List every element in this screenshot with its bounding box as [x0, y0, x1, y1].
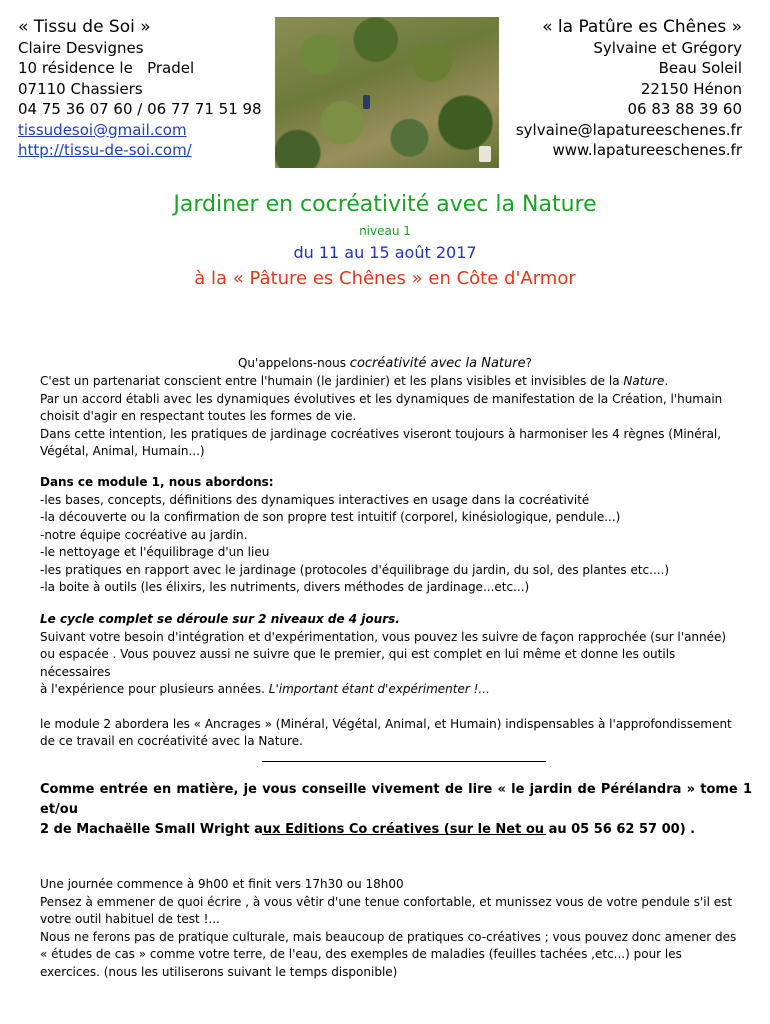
module-heading: Dans ce module 1, nous abordons: — [40, 475, 274, 489]
module-item: -les bases, concepts, définitions des dynamiques interactives en usage dans la cocréativité — [40, 492, 590, 507]
right-contact-email: sylvaine@lapatureeschenes.fr — [515, 120, 742, 139]
cycle-line1: Suivant votre besoin d'intégration et d'expérimentation, vous pouvez les suivre de façon rapprochée (sur l'année) — [40, 629, 727, 644]
day-line4: Nous ne ferons pas de pratique culturale, mais beaucoup de pratiques co-créatives ; vous pouvez donc amener des — [40, 929, 737, 944]
intro-paragraph — [40, 373, 740, 461]
day-info-section — [40, 876, 740, 981]
module-item: -le nettoyage et l'équilibrage d'un lieu — [40, 545, 270, 559]
day-line3: votre outil habituel de test !... — [40, 912, 220, 926]
recommendation-line1: Comme entrée en matière, je vous conseille vivement de lire « le jardin de Pérélandra » tome 1 et/ou — [40, 782, 752, 817]
left-contact-email-link[interactable]: tissudesoi@gmail.com — [18, 120, 187, 139]
module-item: -la découverte ou la confirmation de son propre test intuitif (corporel, kinésiologique, pendule...) — [40, 510, 621, 524]
left-contact-phone: 04 75 36 07 60 / 06 77 71 51 98 — [18, 100, 262, 118]
separator-bottom — [262, 834, 546, 835]
left-contact-address1: 10 résidence le Pradel — [18, 59, 195, 77]
right-contact-address1: Beau Soleil — [658, 59, 742, 77]
intro-p5: Végétal, Animal, Humain...) — [40, 444, 205, 458]
recommendation-line2: 2 de Machaëlle Small Wright aux Editions Co créatives (sur le Net ou au 05 56 62 57 00) . — [40, 822, 696, 837]
right-contact-phone: 06 83 88 39 60 — [627, 100, 742, 118]
day-line5: « études de cas » comme votre terre, de l'eau, des exemples de maladies (feuilles tachées ,etc...) pour les — [40, 947, 682, 961]
day-line2: Pensez à emmener de quoi écrire , à vous vêtir d'une tenue confortable, et munissez vous de votre pendule s'il est — [40, 894, 733, 909]
level-label: niveau 1 — [359, 224, 411, 238]
page-title: Jardiner en cocréativité avec la Nature — [173, 192, 597, 217]
reading-recommendation — [40, 780, 752, 840]
left-contact-website-link[interactable]: http://tissu-de-soi.com/ — [18, 141, 192, 159]
cycle-line3a: à l'expérience pour plusieurs années. — [40, 682, 269, 696]
intro-p1-italic: Nature — [623, 374, 665, 388]
question-suffix: ? — [525, 356, 532, 370]
module2-line2: de ce travail en cocréativité avec la Nature. — [40, 734, 303, 748]
left-contact-address2: 07110 Chassiers — [18, 79, 143, 98]
module-section — [40, 474, 740, 597]
place-label: à la « Pâture es Chênes » en Côte d'Armor — [194, 268, 576, 289]
day-line1: Une journée commence à 9h00 et finit vers 17h30 ou 18h00 — [40, 877, 404, 891]
left-contact-block — [18, 17, 262, 161]
water-tank — [479, 146, 491, 162]
intro-p4: Dans cette intention, les pratiques de jardinage cocréatives viseront toujours à harmoniser les 4 règnes (Minéral, — [40, 426, 722, 441]
intro-question — [0, 356, 770, 371]
intro-p1b: . — [664, 374, 669, 388]
question-prefix: Qu'appelons-nous — [237, 356, 350, 370]
module-item: -la boite à outils (les élixirs, les nutriments, divers méthodes de jardinage...etc...) — [40, 580, 530, 594]
left-contact-title: « Tissu de Soi » — [18, 17, 151, 37]
day-line6: exercices. (nous les utiliserons suivant le temps disponible) — [40, 964, 398, 979]
intro-p3: choisit d'agir en respectant toutes les formes de vie. — [40, 409, 357, 423]
dates-label: du 11 au 15 août 2017 — [293, 243, 477, 262]
module2-line1: le module 2 abordera les « Ancrages » (Minéral, Végétal, Animal, et Humain) indispensables à l'approfondissement — [40, 716, 732, 731]
cycle-section — [40, 611, 740, 751]
question-italic: cocréativité avec la Nature — [349, 356, 526, 371]
left-contact-name: Claire Desvignes — [18, 38, 144, 57]
right-contact-name: Sylvaine et Grégory — [593, 38, 742, 57]
cycle-line2: ou espacée . Vous pouvez aussi ne suivre que le premier, qui est complet en lui même et donne les outils nécessaires — [40, 647, 676, 679]
intro-p2: Par un accord établi avec les dynamiques évolutives et les dynamiques de manifestation de la Création, l'humain — [40, 391, 723, 406]
person-figure — [363, 95, 370, 109]
right-contact-website: www.lapatureeschenes.fr — [552, 141, 742, 159]
cycle-line3-italic: L'important étant d'expérimenter !... — [268, 682, 490, 696]
cycle-heading: Le cycle complet se déroule sur 2 niveaux de 4 jours. — [40, 612, 400, 626]
right-contact-address2: 22150 Hénon — [640, 79, 742, 98]
right-contact-block — [516, 17, 742, 161]
intro-p1a: C'est un partenariat conscient entre l'humain (le jardinier) et les plans visibles et invisibles de la — [40, 374, 624, 388]
garden-photo — [275, 17, 499, 168]
right-contact-title: « la Patûre es Chênes » — [542, 17, 742, 37]
module-item: -les pratiques en rapport avec le jardinage (protocoles d'équilibrage du jardin, du sol, des plantes etc....) — [40, 562, 670, 577]
separator-top — [262, 761, 546, 762]
module-item: -notre équipe cocréative au jardin. — [40, 527, 248, 542]
